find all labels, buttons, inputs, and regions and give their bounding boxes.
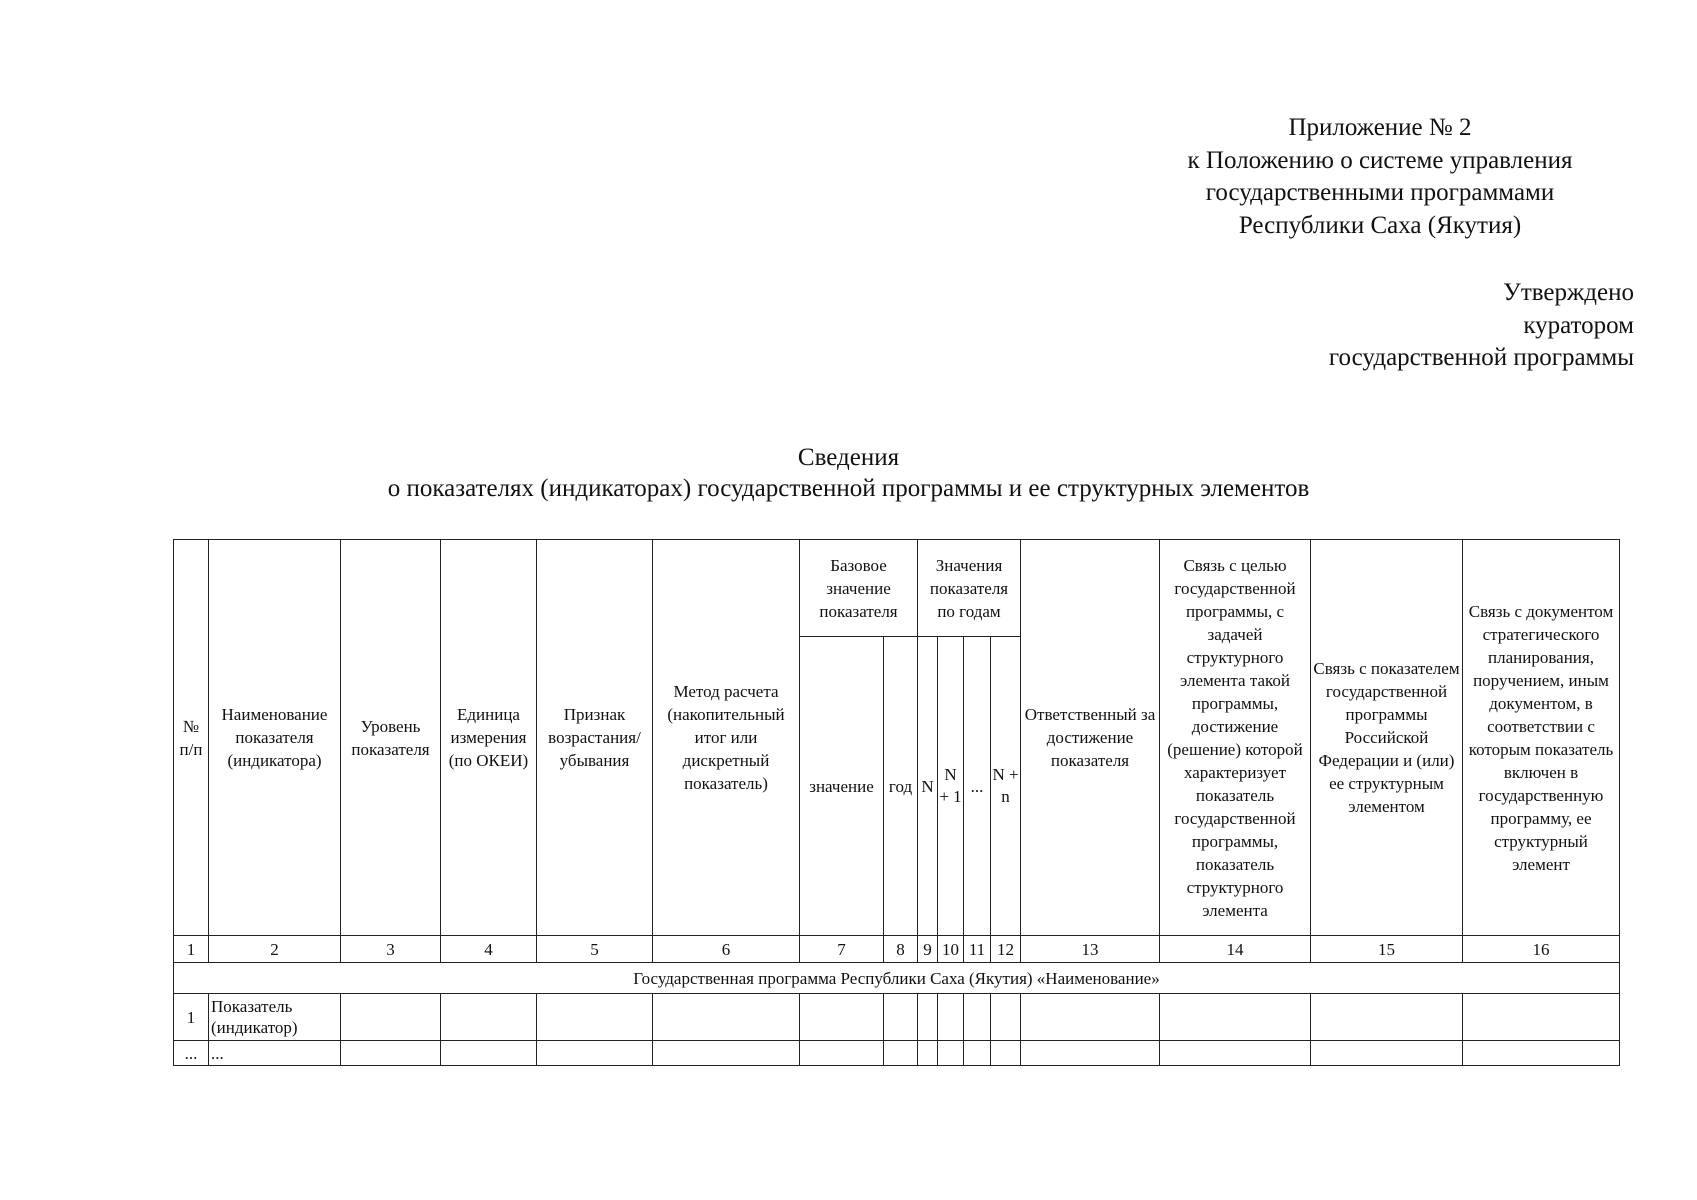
header-indicator-level: Уровень показателя xyxy=(341,540,441,936)
empty-cell xyxy=(1311,1041,1463,1066)
approval-line-1: Утверждено xyxy=(1503,279,1634,306)
header-calc-method: Метод расчета (накопительный итог или дискретный показатель) xyxy=(653,540,800,936)
header-responsible: Ответственный за достижение показателя xyxy=(1021,540,1160,936)
header-base-value-group: Базовое значение показателя xyxy=(800,540,918,637)
title-line-1: Сведения xyxy=(797,444,900,471)
header-yearly-values-group: Значения показателя по годам xyxy=(918,540,1021,637)
empty-cell xyxy=(1021,994,1160,1041)
approval-line-3: государственной программы xyxy=(1328,344,1634,371)
empty-cell xyxy=(964,994,991,1041)
empty-cell xyxy=(1463,994,1620,1041)
program-name-cell: Государственная программа Республики Саха (Якутия) «Наименование» xyxy=(174,963,1620,994)
header-base-year: год xyxy=(884,637,918,936)
column-number: 12 xyxy=(991,936,1021,963)
appendix-header xyxy=(1110,112,1650,242)
column-number: 4 xyxy=(441,936,537,963)
header-strategic-doc-link: Связь с документом стратегического планирования, поручением, иным документом, в соответствии с которым показатель включен в государственную программу, ее структурный элемент xyxy=(1463,540,1620,936)
header-row-top xyxy=(174,540,1620,637)
empty-cell xyxy=(918,994,938,1041)
column-number: 5 xyxy=(537,936,653,963)
header-trend-sign: Признак возрастания/ убывания xyxy=(537,540,653,936)
column-number: 1 xyxy=(174,936,209,963)
column-number: 13 xyxy=(1021,936,1160,963)
approval-block xyxy=(1154,277,1634,375)
column-numbers-row xyxy=(174,936,1620,963)
empty-cell xyxy=(441,994,537,1041)
table-row xyxy=(174,1041,1620,1066)
header-indicator-name: Наименование показателя (индикатора) xyxy=(209,540,341,936)
approval-line-2: куратором xyxy=(1523,311,1634,339)
column-number: 14 xyxy=(1160,936,1311,963)
row-indicator-name: ... xyxy=(209,1041,341,1066)
empty-cell xyxy=(918,1041,938,1066)
header-goal-link: Связь с целью государственной программы, с задачей структурного элемента такой программы, достижение (решение) которой характеризует показатель государственной программы, показатель структурного элемента xyxy=(1160,540,1311,936)
column-number: 16 xyxy=(1463,936,1620,963)
title-line-2: о показателях (индикаторах) государственной программы и ее структурных элементов xyxy=(387,475,1310,502)
empty-cell xyxy=(964,1041,991,1066)
empty-cell xyxy=(653,1041,800,1066)
column-number: 3 xyxy=(341,936,441,963)
header-year-n-plus-n: N + n xyxy=(991,637,1021,936)
column-number: 15 xyxy=(1311,936,1463,963)
header-number: № п/п xyxy=(174,540,209,936)
appendix-line-1: Приложение № 2 xyxy=(1288,114,1472,141)
appendix-line-2: к Положению о системе управления xyxy=(1187,146,1573,174)
empty-cell xyxy=(938,994,964,1041)
empty-cell xyxy=(537,994,653,1041)
table-row xyxy=(174,994,1620,1041)
empty-cell xyxy=(991,994,1021,1041)
empty-cell xyxy=(1021,1041,1160,1066)
appendix-line-4: Республики Саха (Якутия) xyxy=(1238,211,1522,239)
empty-cell xyxy=(441,1041,537,1066)
column-number: 7 xyxy=(800,936,884,963)
program-row xyxy=(174,963,1620,994)
appendix-line-3: государственными программами xyxy=(1205,179,1555,206)
row-number: ... xyxy=(174,1041,209,1066)
column-number: 11 xyxy=(964,936,991,963)
empty-cell xyxy=(800,994,884,1041)
header-base-value: значение xyxy=(800,637,884,936)
empty-cell xyxy=(341,994,441,1041)
indicators-table xyxy=(173,539,1620,1066)
empty-cell xyxy=(1160,994,1311,1041)
empty-cell xyxy=(1463,1041,1620,1066)
document-title xyxy=(0,442,1697,504)
header-year-ellipsis: ... xyxy=(964,637,991,936)
row-number: 1 xyxy=(174,994,209,1041)
column-number: 6 xyxy=(653,936,800,963)
column-number: 2 xyxy=(209,936,341,963)
header-year-n: N xyxy=(918,637,938,936)
empty-cell xyxy=(1160,1041,1311,1066)
empty-cell xyxy=(800,1041,884,1066)
empty-cell xyxy=(884,994,918,1041)
empty-cell xyxy=(991,1041,1021,1066)
empty-cell xyxy=(537,1041,653,1066)
empty-cell xyxy=(1311,994,1463,1041)
empty-cell xyxy=(884,1041,918,1066)
empty-cell xyxy=(653,994,800,1041)
column-number: 8 xyxy=(884,936,918,963)
empty-cell xyxy=(341,1041,441,1066)
header-year-n-plus-1: N + 1 xyxy=(938,637,964,936)
empty-cell xyxy=(938,1041,964,1066)
column-number: 10 xyxy=(938,936,964,963)
header-unit: Единица измерения (по ОКЕИ) xyxy=(441,540,537,936)
row-indicator-name: Показатель (индикатор) xyxy=(209,994,341,1041)
header-federal-link: Связь с показателем государственной программы Российской Федерации и (или) ее структурным элементом xyxy=(1311,540,1463,936)
column-number: 9 xyxy=(918,936,938,963)
